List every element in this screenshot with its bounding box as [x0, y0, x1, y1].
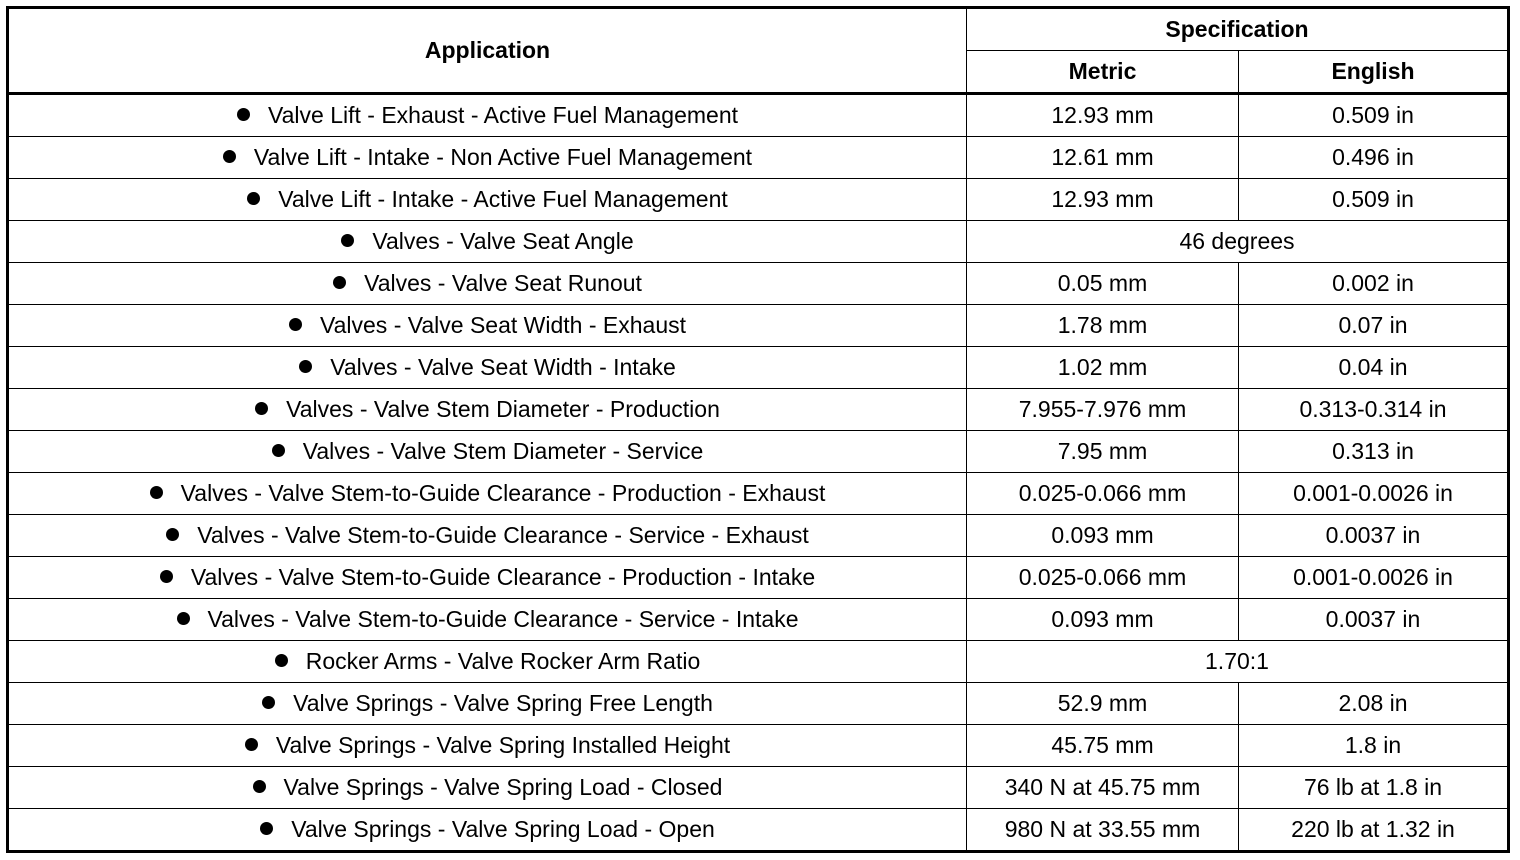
table-row [8, 389, 1509, 431]
application-cell [8, 641, 967, 683]
application-text: Rocker Arms - Valve Rocker Arm Ratio [305, 648, 701, 674]
application-text: Valves - Valve Seat Runout [364, 270, 642, 296]
application-text: Valves - Valve Stem-to-Guide Clearance - Service - Intake [207, 606, 799, 632]
table-row [8, 137, 1509, 179]
metric-cell: 980 N at 33.55 mm [967, 809, 1239, 852]
application-cell [8, 305, 967, 347]
bullet-icon [253, 780, 266, 793]
application-cell [8, 179, 967, 221]
application-cell [8, 599, 967, 641]
application-cell [8, 431, 967, 473]
application-cell [8, 725, 967, 767]
table-row [8, 641, 1509, 683]
metric-cell: 1.78 mm [967, 305, 1239, 347]
table-row [8, 515, 1509, 557]
bullet-icon [272, 444, 285, 457]
metric-column-header: Metric [967, 51, 1239, 94]
english-cell: 1.8 in [1239, 725, 1509, 767]
application-cell [8, 221, 967, 263]
english-cell: 2.08 in [1239, 683, 1509, 725]
table-row [8, 599, 1509, 641]
application-cell [8, 94, 967, 137]
bullet-icon [341, 234, 354, 247]
bullet-icon [160, 570, 173, 583]
application-cell [8, 809, 967, 852]
application-column-header: Application [8, 8, 967, 94]
application-text: Valves - Valve Seat Width - Intake [330, 354, 676, 380]
english-cell: 0.313 in [1239, 431, 1509, 473]
metric-cell: 7.955-7.976 mm [967, 389, 1239, 431]
bullet-icon [255, 402, 268, 415]
application-text: Valve Lift - Exhaust - Active Fuel Management [267, 102, 739, 128]
table-row [8, 683, 1509, 725]
table-row [8, 767, 1509, 809]
specification-table [6, 6, 1510, 853]
table-row [8, 94, 1509, 137]
english-cell: 0.496 in [1239, 137, 1509, 179]
application-cell [8, 767, 967, 809]
application-text: Valve Springs - Valve Spring Load - Open [291, 816, 715, 842]
table-row [8, 347, 1509, 389]
english-cell: 0.002 in [1239, 263, 1509, 305]
metric-cell: 340 N at 45.75 mm [967, 767, 1239, 809]
application-text: Valves - Valve Stem-to-Guide Clearance - Service - Exhaust [197, 522, 809, 548]
english-cell: 0.509 in [1239, 94, 1509, 137]
bullet-icon [245, 738, 258, 751]
metric-cell: 0.093 mm [967, 515, 1239, 557]
application-cell [8, 263, 967, 305]
english-cell: 0.001-0.0026 in [1239, 557, 1509, 599]
english-cell: 220 lb at 1.32 in [1239, 809, 1509, 852]
bullet-icon [262, 696, 275, 709]
metric-cell: 1.02 mm [967, 347, 1239, 389]
metric-cell: 0.025-0.066 mm [967, 557, 1239, 599]
table-row [8, 473, 1509, 515]
metric-cell: 0.025-0.066 mm [967, 473, 1239, 515]
application-text: Valves - Valve Seat Width - Exhaust [319, 312, 687, 338]
application-text: Valve Springs - Valve Spring Load - Closed [283, 774, 723, 800]
bullet-icon [299, 360, 312, 373]
bullet-icon [333, 276, 346, 289]
bullet-icon [177, 612, 190, 625]
metric-cell: 7.95 mm [967, 431, 1239, 473]
bullet-icon [260, 822, 273, 835]
bullet-icon [166, 528, 179, 541]
application-cell [8, 389, 967, 431]
application-cell [8, 557, 967, 599]
application-text: Valves - Valve Stem Diameter - Production [286, 396, 720, 422]
table-row [8, 725, 1509, 767]
english-cell: 0.001-0.0026 in [1239, 473, 1509, 515]
english-cell: 0.509 in [1239, 179, 1509, 221]
english-cell: 0.04 in [1239, 347, 1509, 389]
metric-cell: 12.61 mm [967, 137, 1239, 179]
english-cell: 76 lb at 1.8 in [1239, 767, 1509, 809]
metric-cell: 52.9 mm [967, 683, 1239, 725]
application-text: Valves - Valve Seat Angle [372, 228, 634, 254]
metric-cell: 45.75 mm [967, 725, 1239, 767]
application-cell [8, 515, 967, 557]
english-cell: 0.07 in [1239, 305, 1509, 347]
table-row [8, 305, 1509, 347]
metric-cell: 0.05 mm [967, 263, 1239, 305]
table-row [8, 221, 1509, 263]
bullet-icon [150, 486, 163, 499]
table-row [8, 179, 1509, 221]
application-cell [8, 683, 967, 725]
bullet-icon [237, 108, 250, 121]
combined-value-cell: 1.70:1 [967, 641, 1509, 683]
application-cell [8, 347, 967, 389]
bullet-icon [223, 150, 236, 163]
metric-cell: 12.93 mm [967, 179, 1239, 221]
application-text: Valve Lift - Intake - Active Fuel Management [278, 186, 728, 212]
table-body [8, 94, 1509, 852]
table-row [8, 431, 1509, 473]
combined-value-cell: 46 degrees [967, 221, 1509, 263]
application-text: Valve Springs - Valve Spring Installed Height [275, 732, 731, 758]
english-cell: 0.0037 in [1239, 515, 1509, 557]
english-cell: 0.0037 in [1239, 599, 1509, 641]
application-text: Valves - Valve Stem-to-Guide Clearance - Production - Exhaust [180, 480, 826, 506]
metric-cell: 12.93 mm [967, 94, 1239, 137]
table-row [8, 809, 1509, 852]
bullet-icon [289, 318, 302, 331]
bullet-icon [247, 192, 260, 205]
english-cell: 0.313-0.314 in [1239, 389, 1509, 431]
application-cell [8, 137, 967, 179]
application-text: Valve Springs - Valve Spring Free Length [293, 690, 713, 716]
application-text: Valve Lift - Intake - Non Active Fuel Management [253, 144, 753, 170]
specification-column-header: Specification [967, 8, 1509, 51]
metric-cell: 0.093 mm [967, 599, 1239, 641]
application-text: Valves - Valve Stem-to-Guide Clearance - Production - Intake [190, 564, 816, 590]
application-cell [8, 473, 967, 515]
application-text: Valves - Valve Stem Diameter - Service [302, 438, 704, 464]
table-row [8, 263, 1509, 305]
bullet-icon [275, 654, 288, 667]
table-row [8, 557, 1509, 599]
table-header [8, 8, 1509, 94]
english-column-header: English [1239, 51, 1509, 94]
